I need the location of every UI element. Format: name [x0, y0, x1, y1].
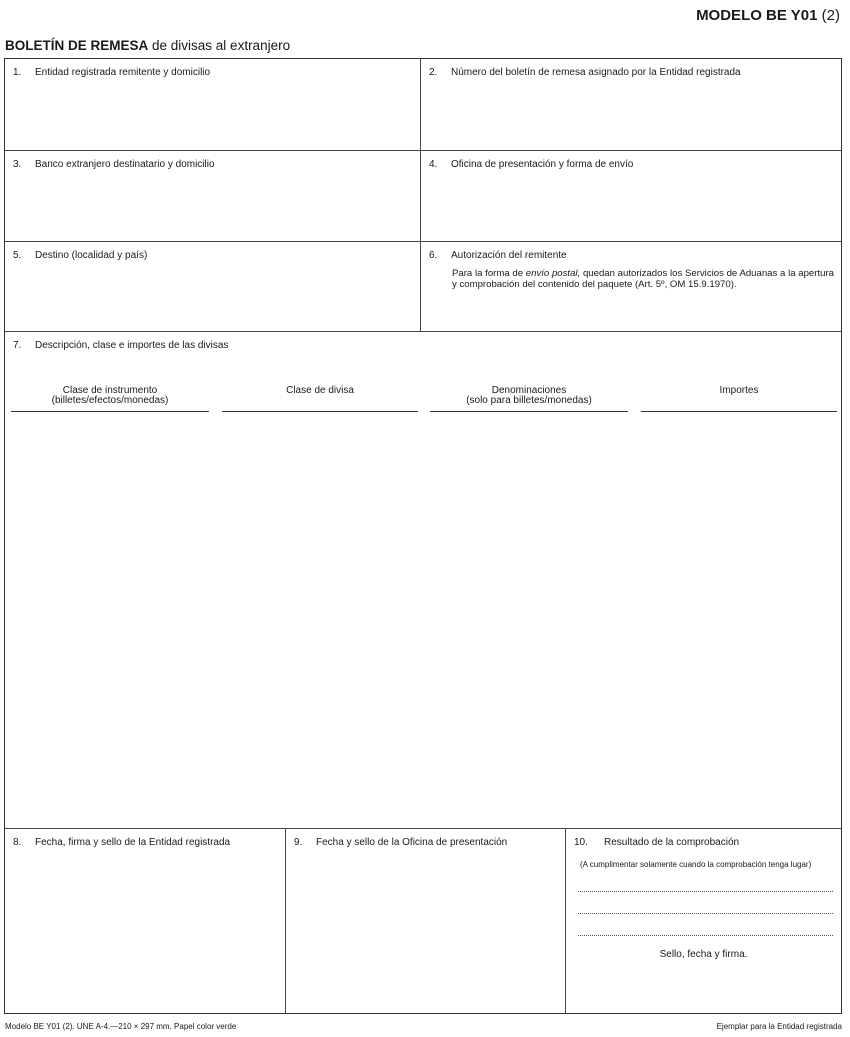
box-6-text-pre: Para la forma de	[452, 268, 526, 279]
box-5-label	[13, 250, 147, 261]
box-6-number: 6.	[429, 250, 438, 261]
box-10-instruction: (A cumplimentar solamente cuando la comprobación tenga lugar)	[580, 860, 812, 869]
model-code-text: MODELO BE Y01	[696, 7, 818, 24]
form-title	[5, 38, 290, 53]
box-5-destination[interactable]	[5, 241, 420, 331]
box-9-label	[294, 837, 507, 848]
column-rule-instrument	[11, 411, 209, 412]
box-10-signature-caption: Sello, fecha y firma.	[659, 949, 748, 960]
box-3-foreign-bank[interactable]	[5, 150, 420, 241]
box-2-label	[429, 67, 741, 78]
box-1-number: 1.	[13, 67, 22, 78]
box-3-label-text: Banco extranjero destinatario y domicilio	[35, 159, 215, 170]
box-3-label	[13, 159, 215, 170]
box-2-number: 2.	[429, 67, 438, 78]
model-code-number: (2)	[821, 7, 840, 24]
footer-model-info: Modelo BE Y01 (2). UNE A-4.—210 × 297 mm. Papel color verde	[5, 1022, 237, 1031]
column-header-instrument-type	[11, 386, 209, 406]
box-7-label-text: Descripción, clase e importes de las divisas	[35, 340, 229, 351]
box-6-label	[429, 250, 567, 261]
box-4-presentation-office[interactable]	[420, 150, 841, 241]
column-header-amounts	[641, 386, 837, 396]
box-6-text-post: quedan autorizados los Servicios de Aduanas a la apertura y comprobación del contenido del paquete (Art. 5º, OM 15.9.1970).	[452, 268, 834, 290]
column-header-denominations-line2: (solo para billetes/monedas)	[466, 395, 592, 406]
box-1-label-text: Entidad registrada remitente y domicilio	[35, 67, 211, 78]
box-5-label-text: Destino (localidad y país)	[35, 250, 148, 261]
box-4-label	[429, 159, 633, 170]
box-8-number: 8.	[13, 837, 22, 848]
column-header-amounts-line1: Importes	[719, 385, 759, 396]
box-6-authorization-text	[452, 268, 834, 290]
box-8-label	[13, 837, 230, 848]
box-6-text-emphasis: envío postal,	[525, 268, 581, 279]
footer-copy-note: Ejemplar para la Entidad registrada	[716, 1022, 842, 1031]
box-4-number: 4.	[429, 159, 438, 170]
column-header-denominations-line1: Denominaciones	[491, 385, 567, 396]
column-header-instrument-line1: Clase de instrumento	[62, 385, 158, 396]
box-9-number: 9.	[294, 837, 303, 848]
column-rule-denominations	[430, 411, 628, 412]
box-1-label	[13, 67, 210, 78]
box-5-number: 5.	[13, 250, 22, 261]
form-title-bold: BOLETÍN DE REMESA	[5, 38, 149, 53]
box-9-label-text: Fecha y sello de la Oficina de presentación	[316, 837, 508, 848]
form-title-rest: de divisas al extranjero	[148, 38, 291, 53]
box-10-verification-result[interactable]	[565, 828, 841, 1013]
box-3-number: 3.	[13, 159, 22, 170]
box-10-label-text: Resultado de la comprobación	[604, 837, 740, 848]
box-9-office-stamp[interactable]	[285, 828, 565, 1013]
box-10-dotted-line-3[interactable]	[578, 935, 833, 936]
column-rule-amounts	[641, 411, 837, 412]
box-7-label	[13, 340, 228, 351]
box-10-dotted-line-1[interactable]	[578, 891, 833, 892]
column-header-currency-type	[222, 386, 418, 396]
box-6-label-text: Autorización del remitente	[451, 250, 567, 261]
model-code	[696, 7, 840, 24]
form-grid	[4, 58, 842, 1014]
box-8-entity-signature[interactable]	[5, 828, 285, 1013]
column-header-instrument-line2: (billetes/efectos/monedas)	[51, 395, 169, 406]
box-7-number: 7.	[13, 340, 22, 351]
column-header-denominations	[430, 386, 628, 406]
box-4-label-text: Oficina de presentación y forma de envío	[451, 159, 634, 170]
box-10-label	[574, 837, 739, 848]
box-10-number: 10.	[574, 837, 588, 848]
box-6-sender-authorization	[420, 241, 841, 331]
column-header-currency-line1: Clase de divisa	[286, 385, 354, 396]
box-7-currency-description[interactable]	[5, 331, 841, 828]
box-8-label-text: Fecha, firma y sello de la Entidad registrada	[35, 837, 231, 848]
column-rule-currency	[222, 411, 418, 412]
box-1-sender-entity[interactable]	[5, 59, 420, 150]
box-2-remittance-number[interactable]	[420, 59, 841, 150]
box-10-dotted-line-2[interactable]	[578, 913, 833, 914]
box-2-label-text: Número del boletín de remesa asignado por la Entidad registrada	[451, 67, 741, 78]
